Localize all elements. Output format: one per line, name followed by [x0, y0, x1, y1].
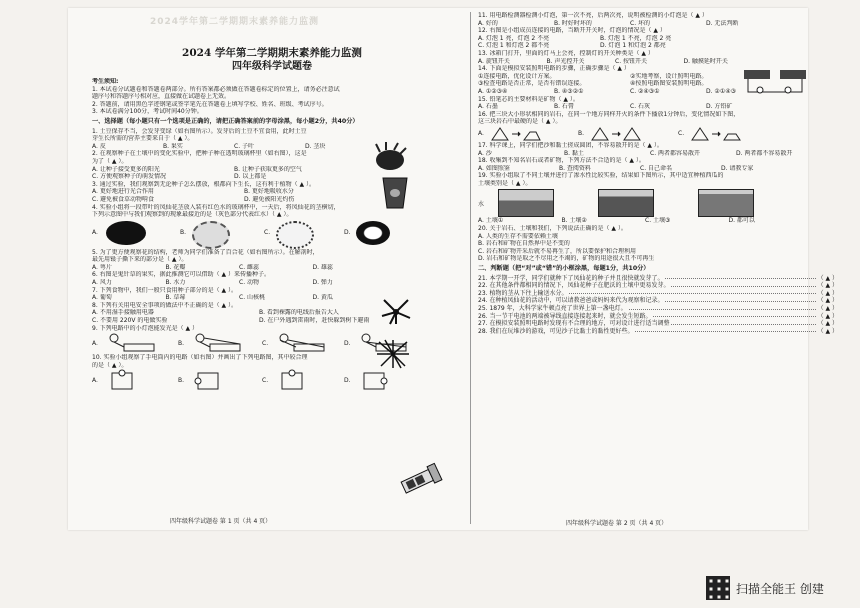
exam-subtitle: 四年级科学试题卷 [232, 61, 312, 72]
q20-option: D. 岩石和矿物是取之不尽用之不竭的，矿物的用途很大且不可再生 [478, 255, 655, 263]
right-page [478, 12, 838, 335]
q4-label: B. [180, 228, 187, 236]
option: A. 风力 [92, 279, 112, 287]
rock-change-icon [690, 126, 750, 142]
q9-label: A. [92, 340, 98, 348]
option: D. 触摸延时开关 [683, 57, 728, 65]
soil-cup-3 [698, 189, 754, 217]
question-13: 13. 冰箱门打开，里面的灯马上会亮，控制灯的开关种类是（ ▲ ） [478, 49, 654, 57]
question-10-cont: 的是（ ▲ ）。 [92, 361, 128, 369]
option: C. 两者都容易散开 [650, 149, 701, 157]
stem-section-c [276, 221, 314, 249]
option: C. 土壤③ [645, 217, 671, 225]
question-20: 20. 关于岩石、土壤和我们，下列说法正确的是（ ▲ ）。 [478, 225, 627, 233]
q10-label: B. [178, 377, 185, 385]
notice-line: 1. 本试卷分试题卷和答题卷两部分。所有答案都必须做在答题卷标定的位置上，请务必注意试 [92, 85, 340, 93]
q16-label: C. [678, 129, 685, 137]
q13-options [478, 58, 748, 66]
option: D. 方铅矿 [706, 103, 733, 111]
question-10: 10. 实验小组观察了手电筒内的电路（如右图）并画出了下列电路图，其中较合理 [92, 354, 308, 362]
q10-diagrams [92, 369, 452, 391]
option: D. 弹力 [312, 279, 333, 287]
question-17: 17. 科学课上，同学们把沙和黏土搓成圆团，不容易散开的是（ ▲ ）。 [478, 141, 663, 149]
answer-mark: （ ▲ ） [817, 274, 838, 282]
q17-options [478, 150, 818, 158]
option: A. 不用湿手接触用电器 [92, 309, 154, 317]
step: ②实地考察，设计照明电路。 [630, 72, 708, 80]
option: C. 山核桃 [239, 294, 266, 302]
page-footer-right: 四年级科学试题卷 第 2 页（共 4 页） [566, 520, 668, 527]
q12-options [478, 35, 718, 43]
q16-label: A. [478, 129, 484, 137]
section-judge-heading: 二、判断题（把“对”或“错”的小框涂黑，每题1分，共10分） [478, 265, 650, 273]
q19-figures [478, 187, 838, 217]
option: B. 时好时坏的 [554, 19, 592, 27]
circuit-diagram-icon [104, 369, 144, 391]
notice-heading: 考生须知: [92, 78, 119, 85]
circuit-diagram-icon [190, 369, 230, 391]
notice-line: 3. 本试卷满分100分，考试时间40分钟。 [92, 108, 203, 116]
question-5-cont: 最先用镊子撕下来的部分是（ ▲ ）。 [92, 256, 188, 264]
q8-options [92, 309, 422, 317]
option: D. 无法判断 [706, 19, 739, 27]
stem-section-b [192, 221, 230, 249]
option: B. 看到裸露的电线后报告大人 [259, 309, 339, 317]
question-1-cont: 芽生长所需的营养主要来自于（ ▲ ）。 [92, 135, 194, 143]
q14-steps [478, 73, 778, 81]
q3-options [92, 188, 392, 196]
q4-label: C. [264, 228, 271, 236]
judge-text: 27. 在模拟安装照明电路时发现有不合理的地方，可对设计进行适当调整 [478, 320, 670, 328]
circuit-icon [274, 332, 334, 354]
option: C. 按钮开关 [615, 57, 648, 65]
q9-label: D. [344, 340, 351, 348]
option: C. 雌蕊 [239, 263, 260, 271]
option: C. 方便观察种子的萌发情况 [92, 173, 167, 181]
question-19-cont: 土壤类别是（ ▲ ）。 [478, 179, 532, 187]
option: B. 黏土 [564, 149, 584, 157]
question-12: 12. 右图是小组成员连接的电路，当断开开关时，灯泡的情况是（ ▲ ） [478, 27, 666, 35]
rock-change-icon [590, 126, 650, 142]
scanner-brand [706, 576, 824, 600]
question-2-cont: 为了（ ▲ ）。 [92, 157, 128, 165]
stem-section-d [356, 221, 390, 245]
circuit-icon [740, 66, 810, 102]
option: D. 避免被阳光灼伤 [244, 195, 295, 203]
watermark: 2024学年第二学期期末素养能力监测 [150, 17, 320, 27]
potato-icon [372, 142, 408, 172]
answer-mark: （ ▲ ） [817, 312, 838, 320]
q11-options [478, 20, 778, 28]
option: D. 以上都是 [234, 173, 267, 181]
judge-text: 23. 植物的茎从下往上输送水分。 [478, 289, 568, 297]
option: C. 不要用 220V 的电做实验 [92, 317, 168, 325]
question-16-cont: 这三块岩石中最硬的是（ ▲ ）。 [478, 118, 562, 126]
judge-text: 26. 当一节干电池的两端被导线直接连接起来时，就会发生短路。 [478, 312, 652, 320]
option: A. 石墨 [478, 103, 498, 111]
q19-options [478, 217, 808, 225]
q10-label: C. [262, 377, 269, 385]
water-label: 水 [478, 201, 485, 209]
q5-options [92, 264, 382, 272]
q20-option: C. 岩石和矿物开采后就不易再生了，所以要保护和合理利用 [478, 247, 637, 255]
option: B. 石膏 [554, 103, 574, 111]
option: B. 灯泡 1 不亮，灯泡 2 亮 [600, 34, 672, 42]
option: D. 在户外遇到雷雨时，赶快躲到树下避雨 [259, 317, 370, 325]
answer-mark: （ ▲ ） [817, 320, 838, 328]
option: B. ④③②① [554, 87, 584, 95]
step: ③检查电路是否正常，是否有错误连接。 [478, 80, 586, 88]
leader-dots [629, 305, 816, 310]
option: D. 两者都不容易散开 [736, 149, 793, 157]
circuit-diagram-icon [356, 369, 396, 391]
question-6: 6. 右图是鬼针草的果实，据此推测它可以借助（ ▲ ）来传播种子。 [92, 271, 271, 279]
question-8: 8. 下列有关用电安全事项的做法中不正确的是（ ▲ ）。 [92, 301, 238, 309]
option: A. ①②③④ [478, 87, 508, 95]
brand-text: 扫描全能王 创建 [736, 581, 824, 596]
option: B. 声光控开关 [546, 57, 585, 65]
stem-section-a [106, 221, 146, 245]
leader-dots [569, 290, 815, 295]
question-1: 1. 土豆保存不当，会发芽变绿（如右图所示）。发芽后的土豆不宜食用，此时土豆 [92, 127, 307, 135]
option: B. 花瓣 [165, 263, 186, 271]
q15-options [478, 103, 778, 111]
q3-options [92, 196, 392, 204]
question-16: 16. 把三块大小形状相同的岩石，在同一个地方同样开火的条件下播放1分钟后，变化情况如下图， [478, 110, 740, 118]
option: C. 避免被食草动物啃食 [92, 195, 155, 203]
question-2: 2. 在观察种子在土壤中的变化实验中，把种子种在透明玻璃杯里（如右图），这是 [92, 150, 307, 158]
option: A. 皮 [92, 142, 106, 150]
step: ①连接电路，优化设计方案。 [478, 72, 556, 80]
option: D. 灯泡 1 和灯泡 2 都亮 [600, 42, 666, 50]
page-footer-left: 四年级科学试题卷 第 1 页（共 4 页） [170, 518, 272, 525]
option: C. 动物 [239, 279, 260, 287]
option: D. ②①④③ [706, 87, 736, 95]
option: C. 子叶 [234, 142, 255, 150]
judge-item [478, 305, 838, 313]
circuit-icon [104, 332, 164, 354]
option: B. 查阅资料 [559, 164, 591, 172]
circuit-diagram-icon [274, 369, 314, 391]
seed-cup-icon [380, 176, 410, 210]
question-3: 3. 通过实验，我们观察到无论种子怎么摆放，根都向下生长，这有利于植物（ ▲ ）。 [92, 180, 316, 188]
lily-icon [380, 296, 412, 326]
q6-options [92, 279, 382, 287]
judge-item [478, 282, 838, 290]
leader-dots [671, 282, 815, 287]
q12-options [478, 42, 718, 50]
option: D. 黄瓜 [312, 294, 333, 302]
option: A. 土壤① [478, 217, 504, 225]
beggar-tick-icon [376, 338, 410, 370]
option: C. 自己命名 [640, 164, 673, 172]
q1-options [92, 143, 372, 151]
leader-dots [635, 328, 815, 333]
q16-figures [478, 126, 838, 142]
question-14: 14. 下面是模拟安装照明电路的步骤，正确步骤是（ ▲ ） [478, 65, 630, 73]
judge-text: 25. 1879 年，大科学家牛顿点亮了世界上第一盏电灯。 [478, 305, 627, 312]
q4-label: D. [344, 228, 351, 236]
judge-item [478, 320, 838, 328]
q18-options [478, 165, 798, 173]
q8-options [92, 317, 422, 325]
option: B. 土壤② [561, 217, 587, 225]
question-9: 9. 下列电路中的小灯泡能发光是（ ▲ ） [92, 324, 199, 332]
page-divider [470, 12, 471, 524]
option: A. 让种子接受更多的阳光 [92, 165, 160, 173]
judge-text: 24. 在种植凤仙花的活动中，可以请教爸爸或妈妈来代为观察和记录。 [478, 297, 664, 305]
judge-text: 21. 本学期一开学，同学们就种下了凤仙花的种子并且很快就发芽了。 [478, 274, 664, 282]
option: A. 如图照鉴 [478, 164, 510, 172]
option: C. 石灰 [630, 103, 651, 111]
answer-mark: （ ▲ ） [817, 282, 838, 290]
leader-dots [671, 320, 815, 325]
judge-text: 28. 我们在玩堆沙的游戏，可见沙子比黏土的黏性更好些。 [478, 327, 634, 335]
q10-label: D. [344, 377, 351, 385]
notice-line: 2. 答题前，请用黑色字迹钢笔或签字笔先在答题卷上填写学校、姓名、班级、考试序号。 [92, 100, 328, 108]
soil-cup-2 [598, 189, 654, 217]
option: C. ②④③① [630, 87, 660, 95]
q4-figures [92, 219, 452, 249]
q7-options [92, 294, 382, 302]
question-11: 11. 用电路检测器检测小灯泡，第一次不亮，后两次亮，说明被检测的小灯泡是（ ▲ ） [478, 12, 708, 19]
notice-line: 题序号和答题序号相对应，直接做在试题卷上无效。 [92, 93, 231, 101]
q20-option: B. 岩石和矿物在自然界中是不变的 [478, 240, 570, 248]
question-5: 5. 为了更方便观察花的结构，老师为同学们准备了百合花（如右图所示）。在解剖时， [92, 248, 319, 256]
circuit-icon [190, 332, 250, 354]
answer-mark: （ ▲ ） [817, 297, 838, 305]
option: D. 雄蕊 [312, 263, 333, 271]
answer-mark: （ ▲ ） [817, 327, 838, 335]
qr-code-icon [706, 576, 730, 600]
option: B. 水力 [165, 279, 186, 287]
question-4: 4. 实验小组将一段带叶的凤仙花茎放入装有红色水的玻璃杯中，一天后，将凤仙花的茎横切， [92, 203, 340, 211]
q2-options [92, 166, 372, 174]
question-18: 18. 收集到不知名岩石或者矿物，下列方法不合适的是（ ▲ ）。 [478, 157, 645, 165]
section-choice-heading: 一、选择题（每小题只有一个选项是正确的，请把正确答案前的字母涂黑，每小题2分，共40分） [92, 117, 359, 125]
flashlight-icon [396, 462, 444, 498]
q4-label: A. [92, 228, 98, 236]
option: A. 灯泡 1 亮，灯泡 2 不亮 [478, 34, 550, 42]
option: A. 葡萄 [92, 294, 112, 302]
question-15: 15. 铅笔芯的主要材料是矿物（ ▲ ）。 [478, 95, 579, 103]
step: ④按照电路图安装照明电路。 [630, 80, 708, 88]
q14-steps [478, 80, 778, 88]
option: D. 茎块 [305, 142, 326, 150]
q10-label: A. [92, 377, 98, 385]
q20-option: A. 人类的生存不需要依赖土壤 [478, 232, 558, 240]
question-19: 19. 实验小组取了不同土壤并进行了渗水性比较实验，结果如下图所示，其中适宜种植西瓜的 [478, 172, 724, 180]
option: A. 旋钮开关 [478, 57, 510, 65]
option: C. 灯泡 1 和灯泡 2 都不亮 [478, 42, 550, 50]
judge-text: 22. 在其他条件都相同的情况下，凤仙花种子在肥沃的土壤中更易发芽。 [478, 282, 670, 290]
answer-mark: （ ▲ ） [817, 289, 838, 297]
option: D. 都可以 [728, 217, 755, 225]
option: A. 好的 [478, 19, 498, 27]
leader-dots [665, 275, 815, 280]
option: A. 萼片 [92, 263, 112, 271]
q9-label: C. [262, 340, 269, 348]
soil-cup-1 [498, 189, 554, 217]
leader-dots [653, 313, 815, 318]
option: C. 坏的 [630, 19, 651, 27]
judge-item [478, 328, 838, 336]
question-4-cont: 下列示意图中与我们观察到的现象最接近的是（灰色部分代表红水）（ ▲ ）。 [92, 211, 293, 219]
q14-options [478, 88, 778, 96]
option: B. 更好地吸收水分 [244, 188, 294, 196]
q2-options [92, 173, 372, 181]
judge-item [478, 297, 838, 305]
option: B. 果实 [163, 142, 183, 150]
option: B. 让种子获取更多的空气 [234, 165, 302, 173]
q9-label: B. [178, 340, 185, 348]
exam-title: 2024 学年第二学期期末素养能力监测 [182, 47, 362, 59]
q16-label: B. [578, 129, 585, 137]
option: B. 草莓 [165, 294, 186, 302]
question-7: 7. 下列食物中，我们一般只食用种子部分的是（ ▲ ）。 [92, 286, 238, 294]
option: D. 请教专家 [721, 164, 754, 172]
rock-change-icon [490, 126, 550, 142]
option: A. 更好地进行光合作用 [92, 188, 154, 196]
option: A. 沙 [478, 149, 492, 157]
answer-mark: （ ▲ ） [817, 305, 838, 312]
leader-dots [665, 297, 815, 302]
